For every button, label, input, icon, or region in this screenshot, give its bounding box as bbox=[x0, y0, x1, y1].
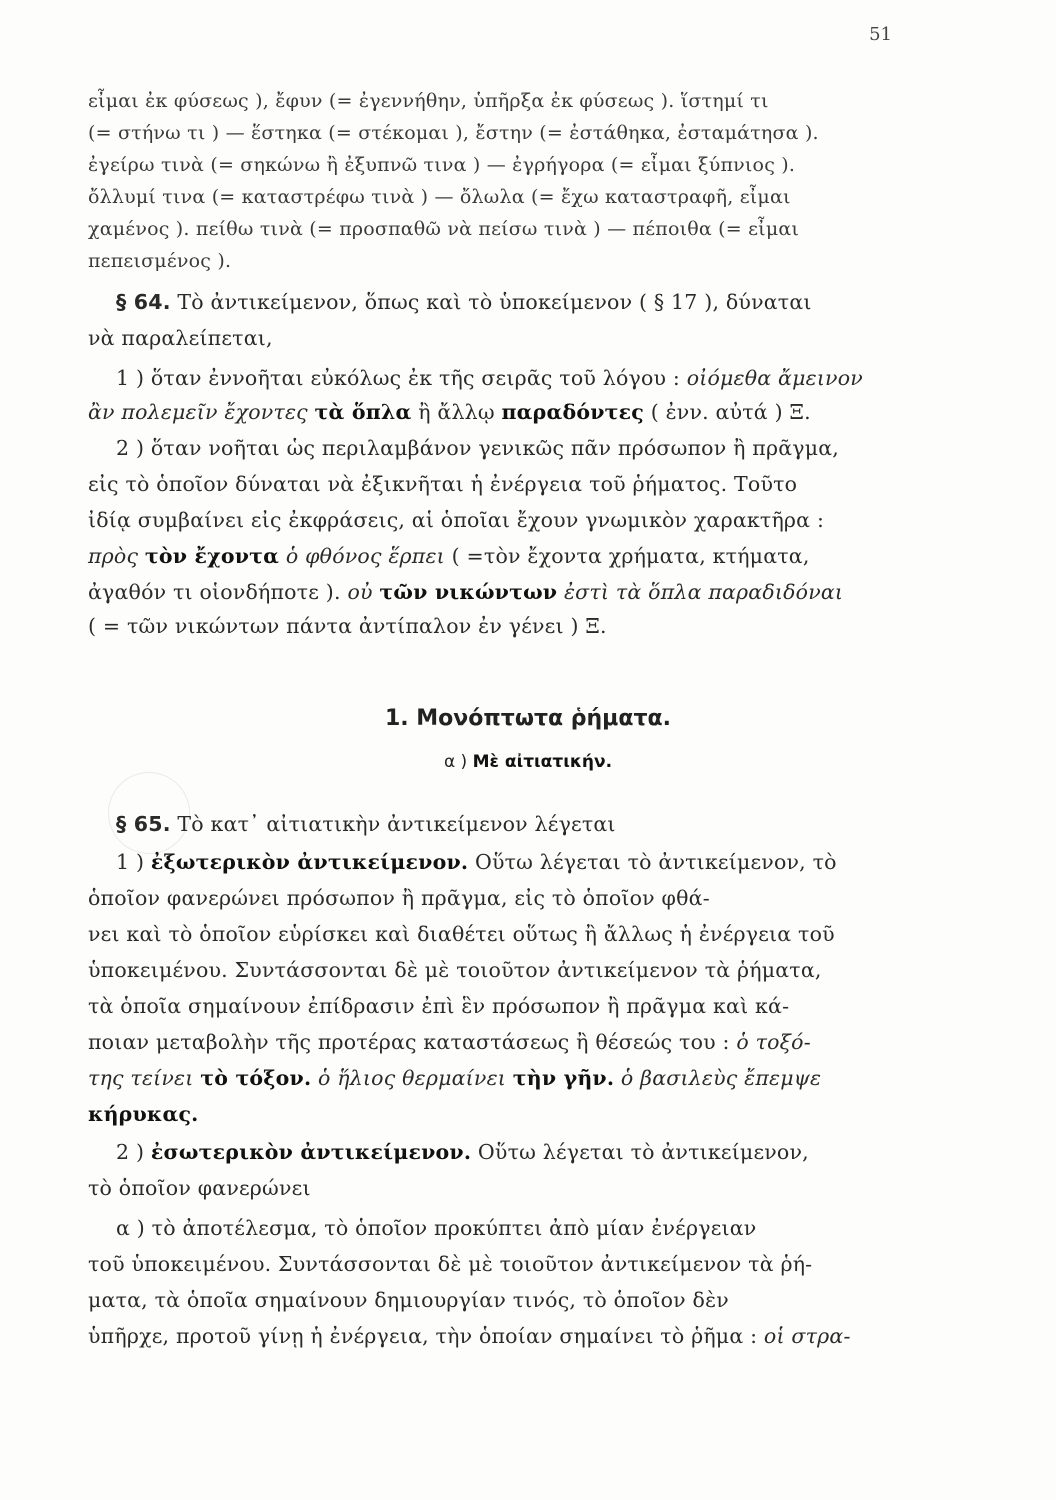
example-italic: οἱ στρα- bbox=[763, 1324, 851, 1348]
text-line: πεπεισμένος ). bbox=[88, 250, 232, 272]
example-italic: ὁ τοξό- bbox=[736, 1030, 811, 1054]
example-italic: ἂν πολεμεῖν ἔχοντες bbox=[88, 400, 308, 424]
chapter-heading: 1. Μονόπτωτα ῥήματα. bbox=[384, 706, 672, 731]
item-number: 1 ) bbox=[116, 850, 145, 874]
item-1-line-1 bbox=[116, 850, 837, 874]
item-number: 2 ) bbox=[116, 1140, 145, 1164]
item-1-line-2 bbox=[88, 400, 811, 424]
example-bold: τῶν νικώντων bbox=[379, 580, 558, 604]
text-line: ( = τῶν νικώντων πάντα ἀντίπαλον ἐν γένει ) Ξ. bbox=[88, 614, 607, 638]
sub-a-line-4 bbox=[88, 1324, 851, 1348]
text-run: Οὕτω λέγεται τὸ ἀντικείμενον, τὸ bbox=[474, 850, 837, 874]
text-line: ἰδίᾳ συμβαίνει εἰς ἐκφράσεις, αἱ ὁποῖαι ἔχουν γνωμικὸν χαρακτῆρα : bbox=[88, 508, 825, 532]
text-line: εἰς τὸ ὁποῖον δύναται νὰ ἐξικνῆται ἡ ἐνέργεια τοῦ ῥήματος. Τοῦτο bbox=[88, 472, 798, 496]
item-2-line-1 bbox=[116, 1140, 809, 1164]
section-mark: § 64. bbox=[116, 290, 171, 314]
text-run: Τὸ ἀντικείμενον, ὅπως καὶ τὸ ὑποκείμενον ( § 17 ), δύναται bbox=[177, 290, 812, 314]
item-1-line-6 bbox=[88, 1030, 811, 1054]
text-line: ὄλλυμί τινα (= καταστρέφω τινὰ ) — ὄλωλα (= ἔχω καταστραφῆ, εἶμαι bbox=[88, 186, 791, 208]
item-1-line-1 bbox=[116, 366, 863, 390]
text-line: ὑποκειμένου. Συντάσσονται δὲ μὲ τοιοῦτον ἀντικείμενον τὰ ῥήματα, bbox=[88, 958, 822, 982]
text-line: ἐγείρω τινὰ (= σηκώνω ἢ ἐξυπνῶ τινα ) — ἐγρήγορα (= εἶμαι ξύπνιος ). bbox=[88, 154, 796, 176]
text-run: ( ἐνν. αὐτά ) Ξ. bbox=[650, 400, 811, 424]
example-italic: πρὸς bbox=[88, 544, 139, 568]
text-run: ἀγαθόν τι οἱονδήποτε ). bbox=[88, 580, 341, 604]
example-italic: οἰόμεθα ἄμεινον bbox=[686, 366, 863, 390]
example-bold-line: κήρυκας. bbox=[88, 1102, 199, 1126]
section-mark: § 65. bbox=[116, 812, 171, 836]
subheading-prefix: α ) bbox=[443, 752, 468, 772]
example-bold: τὴν γῆν. bbox=[512, 1066, 615, 1090]
text-run: ποιαν μεταβολὴν τῆς προτέρας καταστάσεως ἢ θέσεώς του : bbox=[88, 1030, 730, 1054]
example-bold: τὰ ὅπλα bbox=[314, 400, 412, 424]
example-italic: ὁ βασιλεὺς ἔπεμψε bbox=[620, 1066, 822, 1090]
example-italic: ἐστὶ τὰ ὅπλα παραδιδόναι bbox=[563, 580, 844, 604]
example-italic: ὁ φθόνος ἕρπει bbox=[285, 544, 445, 568]
text-line: χαμένος ). πείθω τινὰ (= προσπαθῶ νὰ πείσω τινὰ ) — πέποιθα (= εἶμαι bbox=[88, 218, 800, 240]
section-65-line-1 bbox=[116, 812, 616, 836]
term-bold: ἐξωτερικὸν ἀντικείμενον. bbox=[150, 850, 469, 874]
text-run: Τὸ κατ᾽ αἰτιατικὴν ἀντικείμενον λέγεται bbox=[177, 812, 616, 836]
text-line: ὁποῖον φανερώνει πρόσωπον ἢ πρᾶγμα, εἰς τὸ ὁποῖον φθά- bbox=[88, 886, 710, 910]
subheading bbox=[0, 752, 1056, 772]
item-2-line-5 bbox=[88, 580, 843, 604]
text-run: ἢ ἄλλῳ bbox=[418, 400, 495, 424]
text-line: τοῦ ὑποκειμένου. Συντάσσονται δὲ μὲ τοιοῦτον ἀντικείμενον τὰ ῥή- bbox=[88, 1252, 813, 1276]
text-run: Οὕτω λέγεται τὸ ἀντικείμενον, bbox=[477, 1140, 809, 1164]
example-bold: τὸν ἔχοντα bbox=[144, 544, 280, 568]
section-64-line-1 bbox=[116, 290, 812, 314]
example-italic: οὐ bbox=[347, 580, 373, 604]
text-run: ( =τὸν ἔχοντα χρήματα, κτήματα, bbox=[451, 544, 810, 568]
text-line: α ) τὸ ἀποτέλεσμα, τὸ ὁποῖον προκύπτει ἀπὸ μίαν ἐνέργειαν bbox=[116, 1216, 757, 1240]
text-run: ὑπῆρχε, προτοῦ γίνῃ ἡ ἐνέργεια, τὴν ὁποίαν σημαίνει τὸ ῥῆμα : bbox=[88, 1324, 758, 1348]
example-italic: ὁ ἥλιος θερμαίνει bbox=[318, 1066, 507, 1090]
text-line: νὰ παραλείπεται, bbox=[88, 326, 273, 350]
text-line: τὸ ὁποῖον φανερώνει bbox=[88, 1176, 311, 1200]
example-italic: της τείνει bbox=[88, 1066, 194, 1090]
page-number: 51 bbox=[869, 24, 892, 45]
text-run: 1 ) ὅταν ἐννοῆται εὐκόλως ἐκ τῆς σειρᾶς τοῦ λόγου : bbox=[116, 366, 680, 390]
example-bold: τὸ τόξον. bbox=[200, 1066, 312, 1090]
text-line: ματα, τὰ ὁποῖα σημαίνουν δημιουργίαν τινός, τὸ ὁποῖον δὲν bbox=[88, 1288, 729, 1312]
text-line: τὰ ὁποῖα σημαίνουν ἐπίδρασιν ἐπὶ ἓν πρόσωπον ἢ πρᾶγμα καὶ κά- bbox=[88, 994, 790, 1018]
item-1-line-7 bbox=[88, 1066, 821, 1090]
text-line: νει καὶ τὸ ὁποῖον εὑρίσκει καὶ διαθέτει οὕτως ἢ ἄλλως ἡ ἐνέργεια τοῦ bbox=[88, 922, 835, 946]
term-bold: ἐσωτερικὸν ἀντικείμενον. bbox=[150, 1140, 472, 1164]
text-line: (= στήνω τι ) — ἕστηκα (= στέκομαι ), ἔστην (= ἐστάθηκα, ἐσταμάτησα ). bbox=[88, 122, 819, 144]
example-bold: παραδόντες bbox=[501, 400, 644, 424]
item-2-line-4 bbox=[88, 544, 810, 568]
subheading-title: Μὲ αἰτιατικήν. bbox=[472, 752, 613, 772]
text-line: εἶμαι ἐκ φύσεως ), ἔφυν (= ἐγεννήθην, ὑπῆρξα ἐκ φύσεως ). ἵστημί τι bbox=[88, 90, 769, 112]
text-line: 2 ) ὅταν νοῆται ὡς περιλαμβάνον γενικῶς πᾶν πρόσωπον ἢ πρᾶγμα, bbox=[116, 436, 840, 460]
